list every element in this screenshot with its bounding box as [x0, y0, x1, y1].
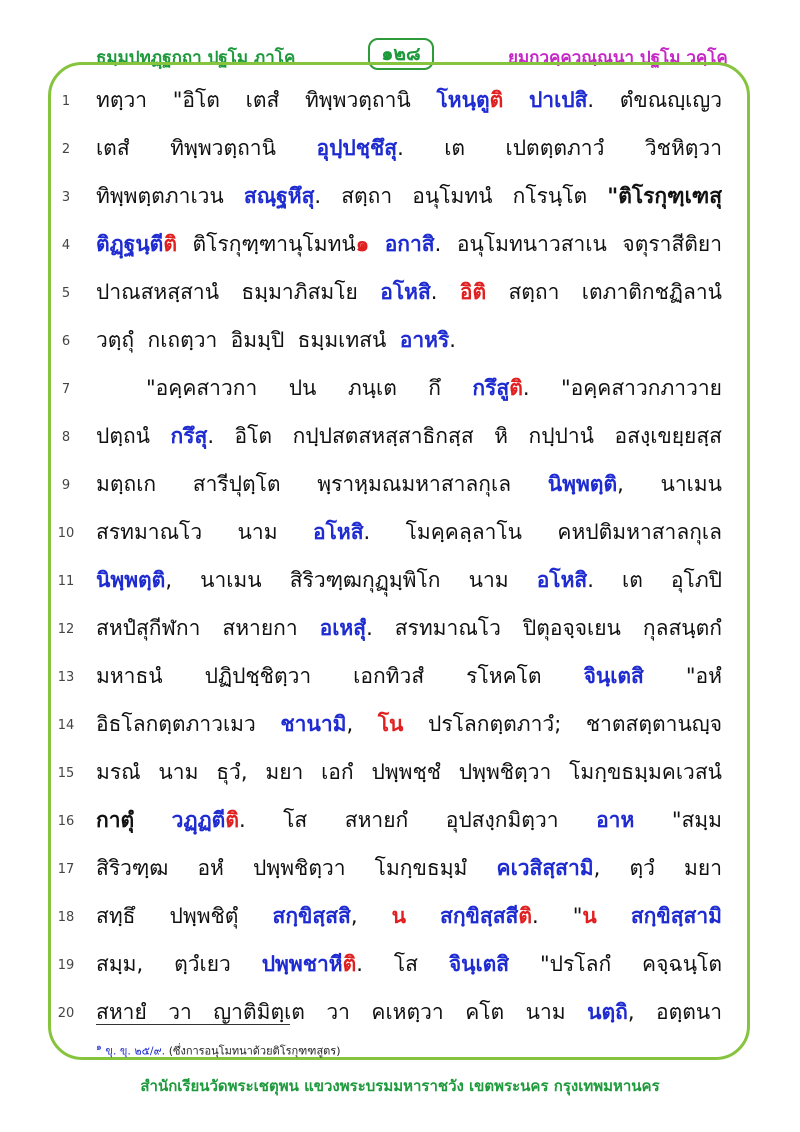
text-segment: [369, 232, 385, 256]
highlighted-particle: ติ: [489, 88, 504, 112]
line-text: [96, 756, 722, 789]
highlighted-verb: อุปฺปชฺชึสุ: [316, 136, 398, 160]
footnote-mark: ๑: [96, 1042, 102, 1053]
footnote-text: (ซึ่งการอนุโมทนาด้วยติโรกุฑฑสูตร): [168, 1044, 341, 1058]
highlighted-verb: อโหสิ: [312, 520, 364, 544]
text-segment: "สมฺม: [634, 808, 722, 832]
line-text: [96, 612, 722, 645]
highlighted-verb: จินฺเตสิ: [583, 664, 644, 688]
page-number: ๑๒๘: [368, 38, 434, 70]
text-line: [0, 414, 800, 462]
highlighted-particle: ติ: [509, 376, 523, 400]
line-number: 7: [61, 382, 71, 397]
text-line: [0, 990, 800, 1038]
text-segment: . สตฺถา อนุโมทนํ กโรนฺโต: [314, 184, 608, 208]
text-segment: . ตํขณญฺเญว: [587, 88, 722, 112]
text-segment: ติโรกุฑฺฑานุโมทนํ: [176, 232, 356, 256]
line-number: 13: [57, 670, 75, 685]
line-number: 11: [57, 574, 75, 589]
line-text: [96, 84, 722, 117]
text-segment: มตฺถเก สารีปุตฺโต พฺราหฺมณมหาสาลกุเล: [96, 472, 548, 496]
line-text: [96, 708, 722, 741]
line-number: 6: [61, 334, 71, 349]
text-segment: . สรทมาณโว ปิตุอจฺจเยน กุลสนฺตกํ: [366, 616, 722, 640]
text-segment: สทฺธึ ปพฺพชิตุํ: [96, 904, 273, 928]
text-segment: ทิพฺพตฺตภาเวน: [96, 184, 244, 208]
footnote-reference: ขุ. ขุ. ๒๕/๙.: [105, 1044, 166, 1058]
line-text: [96, 180, 722, 213]
text-segment: [406, 904, 440, 928]
text-segment: . ": [532, 904, 583, 928]
text-segment: [134, 808, 172, 832]
highlighted-verb: กรึสุ: [170, 424, 208, 448]
highlighted-verb: กรึสู: [472, 376, 510, 400]
text-segment: มรณํ นาม ธุวํ, มยา เอกํ ปพฺพชฺชํ ปพฺพชิตฺวา โมกฺขธมฺมคเวสนํ: [96, 760, 722, 784]
line-number: 20: [57, 1006, 75, 1021]
line-text: [96, 420, 722, 453]
highlighted-verb: อกาสิ: [384, 232, 435, 256]
line-text: [96, 852, 722, 885]
text-segment: เตสํ ทิพฺพวตฺถานิ: [96, 136, 317, 160]
highlighted-verb: ติฏฺฐนฺตี: [96, 232, 164, 256]
highlighted-particle: ติ: [518, 904, 532, 928]
text-line: [0, 942, 800, 990]
text-segment: . โมคฺคลฺลาโน คหปติมหาสาลกุเล: [363, 520, 722, 544]
text-segment: .: [430, 280, 460, 304]
highlighted-verb: โหนฺตู: [436, 88, 490, 112]
line-number: 12: [57, 622, 75, 637]
text-line: [0, 894, 800, 942]
highlighted-verb: สกฺขิสฺสสี: [440, 904, 519, 928]
text-line: [0, 750, 800, 798]
highlighted-verb: คเวสิสฺสามิ: [496, 856, 594, 880]
highlighted-verb: จินฺเตสิ: [448, 952, 510, 976]
text-line: [0, 366, 800, 414]
highlighted-verb: อโหสิ: [380, 280, 431, 304]
text-segment: ปตฺถนํ: [96, 424, 171, 448]
line-text: [96, 516, 722, 549]
text-line: [0, 78, 800, 126]
text-segment: ปรโลกตฺตภาวํ; ชาตสตฺตานญฺจ: [403, 712, 722, 736]
text-segment: "ติโรกุฑฺเฑสุ: [607, 184, 722, 208]
text-segment: สรทมาณโว นาม: [96, 520, 313, 544]
line-number: 3: [61, 190, 71, 205]
footnote-rule: [96, 1024, 290, 1025]
text-segment: .: [449, 328, 456, 352]
line-number: 18: [57, 910, 75, 925]
highlighted-verb: ปพฺพชาหี: [261, 952, 343, 976]
text-segment: . โส สหายกํ อุปสงฺกมิตฺวา: [238, 808, 597, 832]
highlighted-verb: ปาเปสิ: [528, 88, 588, 112]
line-text: [96, 132, 722, 165]
text-line: [0, 702, 800, 750]
text-segment: กาตุํ: [96, 808, 135, 832]
line-number: 16: [57, 814, 75, 829]
highlighted-particle: น: [391, 904, 406, 928]
text-line: [0, 846, 800, 894]
line-number: 4: [61, 238, 71, 253]
highlighted-verb: นิพฺพตฺติ: [96, 568, 166, 592]
text-line: [0, 318, 800, 366]
line-number: 10: [57, 526, 75, 541]
line-text: [96, 276, 722, 309]
line-number: 8: [61, 430, 71, 445]
text-line: [0, 510, 800, 558]
text-segment: สมฺม, ตฺวํเยว: [96, 952, 262, 976]
line-text: [96, 804, 722, 837]
running-head-left: ธมฺมปทฏฺฐกถา ปฐโม ภาโค: [96, 48, 296, 68]
text-line: [0, 606, 800, 654]
line-text: [96, 660, 722, 693]
text-line: [0, 174, 800, 222]
highlighted-particle: น: [582, 904, 597, 928]
highlighted-particle: ติ: [342, 952, 357, 976]
text-segment: สตฺถา เตภาติกชฏิลานํ: [486, 280, 722, 304]
highlighted-verb: สณฺฐหึสุ: [243, 184, 315, 208]
text-segment: . อนุโมทนาวสาเน จตุราสีติยา: [434, 232, 722, 256]
text-segment: ,: [346, 712, 378, 736]
text-line: [0, 126, 800, 174]
highlighted-particle: โน: [377, 712, 404, 736]
line-number: 2: [61, 142, 71, 157]
text-segment: ,: [350, 904, 392, 928]
text-segment: ทตฺวา "อิโต เตสํ ทิพฺพวตฺถานิ: [96, 88, 437, 112]
line-number: 5: [61, 286, 71, 301]
text-segment: [597, 904, 631, 928]
footer-institution: สำนักเรียนวัดพระเชตุพน แขวงพระบรมมหาราชวัง เขตพระนคร กรุงเทพมหานคร: [140, 1077, 660, 1095]
line-number: 15: [57, 766, 75, 781]
highlighted-verb: สกฺขิสฺสสิ: [272, 904, 351, 928]
highlighted-verb: อาห: [596, 808, 635, 832]
highlighted-verb: นตฺถิ: [587, 1000, 628, 1024]
line-text: [96, 948, 722, 981]
text-segment: "ปรโลกํ คจฺฉนฺโต: [509, 952, 722, 976]
highlighted-verb: อเหสุํ: [319, 616, 367, 640]
line-number: 14: [57, 718, 75, 733]
text-segment: สหายํ วา ญาติมิตฺเต วา คเหตฺวา คโต นาม: [96, 1000, 588, 1024]
text-line: [0, 222, 800, 270]
highlighted-particle: ติ: [225, 808, 239, 832]
text-segment: . "อคฺคสาวกภาวาย: [522, 376, 722, 400]
text-segment: , นาเมน: [617, 472, 722, 496]
line-text: [96, 468, 722, 501]
text-segment: วตฺถุํ กเถตฺวา อิมมฺปิ ธมฺมเทสนํ: [96, 328, 400, 352]
footnote: [96, 1040, 341, 1060]
line-number: 9: [61, 478, 71, 493]
text-segment: สหปํสุกีฬกา สหายกา: [96, 616, 320, 640]
text-segment: , อตฺตนา: [627, 1000, 722, 1024]
highlighted-verb: อโหสิ: [536, 568, 588, 592]
highlighted-verb: วฏฺฏตี: [171, 808, 226, 832]
text-segment: "อคฺคสาวกา ปน ภนฺเต กึ: [146, 376, 473, 400]
line-number: 17: [57, 862, 75, 877]
text-line: [0, 654, 800, 702]
text-segment: . อิโต กปฺปสตสหสฺสาธิกสฺส หิ กปฺปานํ อสงฺเขยฺยสฺส: [207, 424, 722, 448]
line-text: [96, 564, 722, 597]
text-segment: , ตฺวํ มยา: [593, 856, 722, 880]
highlighted-verb: ชานามิ: [280, 712, 347, 736]
line-text: [96, 900, 722, 933]
highlighted-verb: สกฺขิสฺสามิ: [630, 904, 722, 928]
text-segment: มหาธนํ ปฏิปชฺชิตฺวา เอกทิวสํ รโหคโต: [96, 664, 584, 688]
line-number: 1: [61, 94, 71, 109]
text-segment: . โส: [356, 952, 449, 976]
text-segment: , นาเมน สิริวฑฺฒกุฏุมฺพิโก นาม: [165, 568, 537, 592]
text-segment: อิธโลกตฺตภาวเมว: [96, 712, 281, 736]
line-number: 19: [57, 958, 75, 973]
highlighted-particle: อิติ: [459, 280, 487, 304]
highlighted-verb: อาหริ: [399, 328, 450, 352]
text-line: [0, 462, 800, 510]
text-segment: . เต อุโภปิ: [587, 568, 722, 592]
text-line: [0, 558, 800, 606]
highlighted-particle: ๑: [355, 232, 370, 256]
line-text: [96, 228, 722, 261]
highlighted-verb: นิพฺพตฺติ: [547, 472, 618, 496]
text-line: [0, 270, 800, 318]
text-segment: สิริวฑฺฒ อหํ ปพฺพชิตฺวา โมกฺขธมฺมํ: [96, 856, 497, 880]
highlighted-particle: ติ: [163, 232, 177, 256]
text-segment: . เต เปตตฺตภาวํ วิชหิตฺวา: [397, 136, 722, 160]
running-head-right: ยมกวคฺควณฺณนา ปฐโม วคฺโค: [508, 48, 728, 68]
text-segment: [503, 88, 529, 112]
line-text: [146, 372, 722, 405]
text-segment: ปาณสหสฺสานํ ธมฺมาภิสมโย: [96, 280, 381, 304]
text-line: [0, 798, 800, 846]
text-segment: "อหํ: [643, 664, 722, 688]
line-text: [96, 324, 722, 357]
